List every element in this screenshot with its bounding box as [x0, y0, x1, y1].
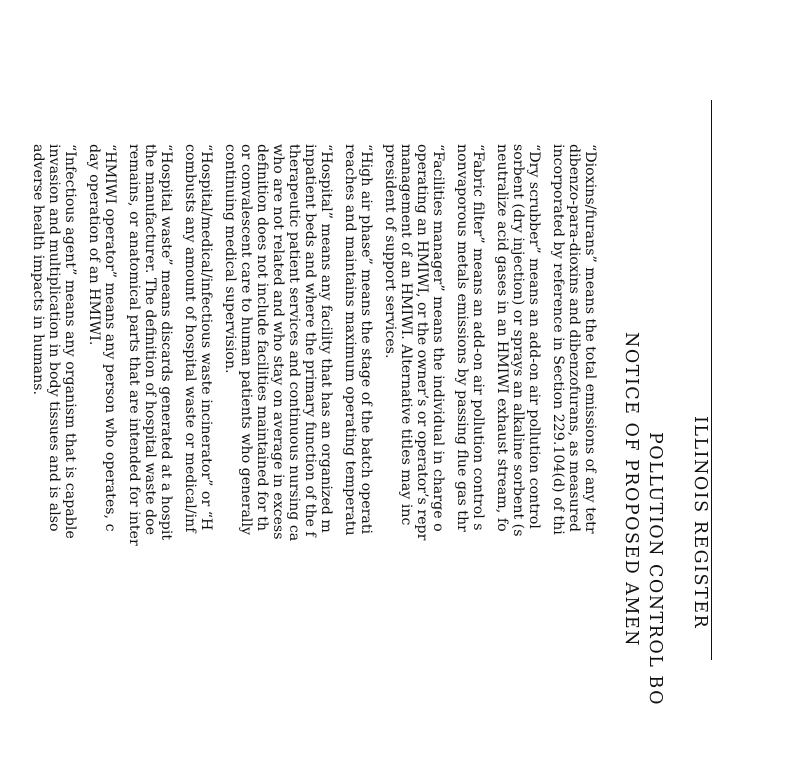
- text-line: who are not related and who stay on average in excess: [270, 144, 286, 540]
- text-line: “HMIWI operator” means any person who operates, c: [102, 144, 118, 532]
- definition-hospital-waste: [126, 144, 174, 764]
- definition-hospital: [222, 144, 334, 764]
- text-line: “Hospital” means any facility that has an organized m: [318, 144, 334, 533]
- text-line: or convalescent care to human patients who generally: [238, 144, 254, 535]
- board-title: POLLUTION CONTROL BO: [645, 432, 665, 706]
- text-line: adverse health impacts in humans.: [30, 144, 46, 396]
- text-line: combusts any amount of hospital waste or medical/inf: [182, 144, 198, 533]
- text-line: “Dioxins/furans” means the total emissions of any tetr: [582, 144, 598, 534]
- header-rule: [711, 100, 712, 660]
- text-line: the manufacturer. The definition of hospital waste doe: [142, 144, 158, 535]
- notice-title: NOTICE OF PROPOSED AMEN: [621, 332, 641, 647]
- text-line: nonvaporous metals emissions by passing flue gas thr: [454, 144, 470, 532]
- rotated-document-page: [30, 96, 712, 706]
- definition-hmiwi-operator: [86, 144, 118, 764]
- text-line: incorporated by reference in Section 229.104(d) of thi: [550, 144, 566, 535]
- text-line: neutralize acid gases in an HMIWI exhaust stream, fo: [494, 144, 510, 532]
- text-line: “Hospital waste” means discards generated at a hospit: [158, 144, 174, 541]
- text-line: remains, or anatomical parts that are intended for inter: [126, 144, 142, 546]
- text-line: management of an HMIWI. Alternative titles may inc: [398, 144, 414, 526]
- text-line: sorbent (dry injection) or sprays an alkaline sorbent (s: [510, 144, 526, 537]
- definition-fabric-filter: [454, 144, 486, 764]
- text-line: “Fabric filter” means an add-on air pollution control s: [470, 144, 486, 531]
- text-line: reaches and maintains maximum operating temperatu: [342, 144, 358, 536]
- text-line: president of support services.: [382, 144, 398, 359]
- text-line: operating an HMIWI, or the owner’s or operator’s repr: [414, 144, 430, 541]
- text-line: therapeutic patient services and continuous nursing ca: [286, 144, 302, 542]
- text-line: continuing medical supervision.: [222, 144, 238, 374]
- register-title: ILLINOIS REGISTER: [690, 416, 710, 630]
- definition-dioxins: [550, 144, 598, 764]
- definition-high-air-phase: [342, 144, 374, 764]
- text-line: definition does not include facilities maintained for th: [254, 144, 270, 532]
- text-line: “Dry scrubber” means an add-on air pollution control: [526, 144, 542, 529]
- text-line: day operation of an HMIWI.: [86, 144, 102, 346]
- definitions-body: [22, 144, 598, 764]
- text-line: “Hospital/medical/infectious waste incinerator” or “H: [198, 144, 214, 531]
- text-line: invasion and multiplication in body tissues and is also: [46, 144, 62, 532]
- definition-infectious-agent: [30, 144, 78, 764]
- text-line: dibenzo-para-dioxins and dibenzofurans, as measured: [566, 144, 582, 532]
- text-line: “High air phase” means the stage of the batch operati: [358, 144, 374, 535]
- text-line: “Facilities manager” means the individual in charge o: [430, 144, 446, 532]
- text-line: inpatient beds and where the primary function of the f: [302, 144, 318, 537]
- definition-dry-scrubber: [494, 144, 542, 764]
- definition-hmiwi: [182, 144, 214, 764]
- definition-facilities-manager: [382, 144, 446, 764]
- text-line: “Infectious agent” means any organism that is capable: [62, 144, 78, 539]
